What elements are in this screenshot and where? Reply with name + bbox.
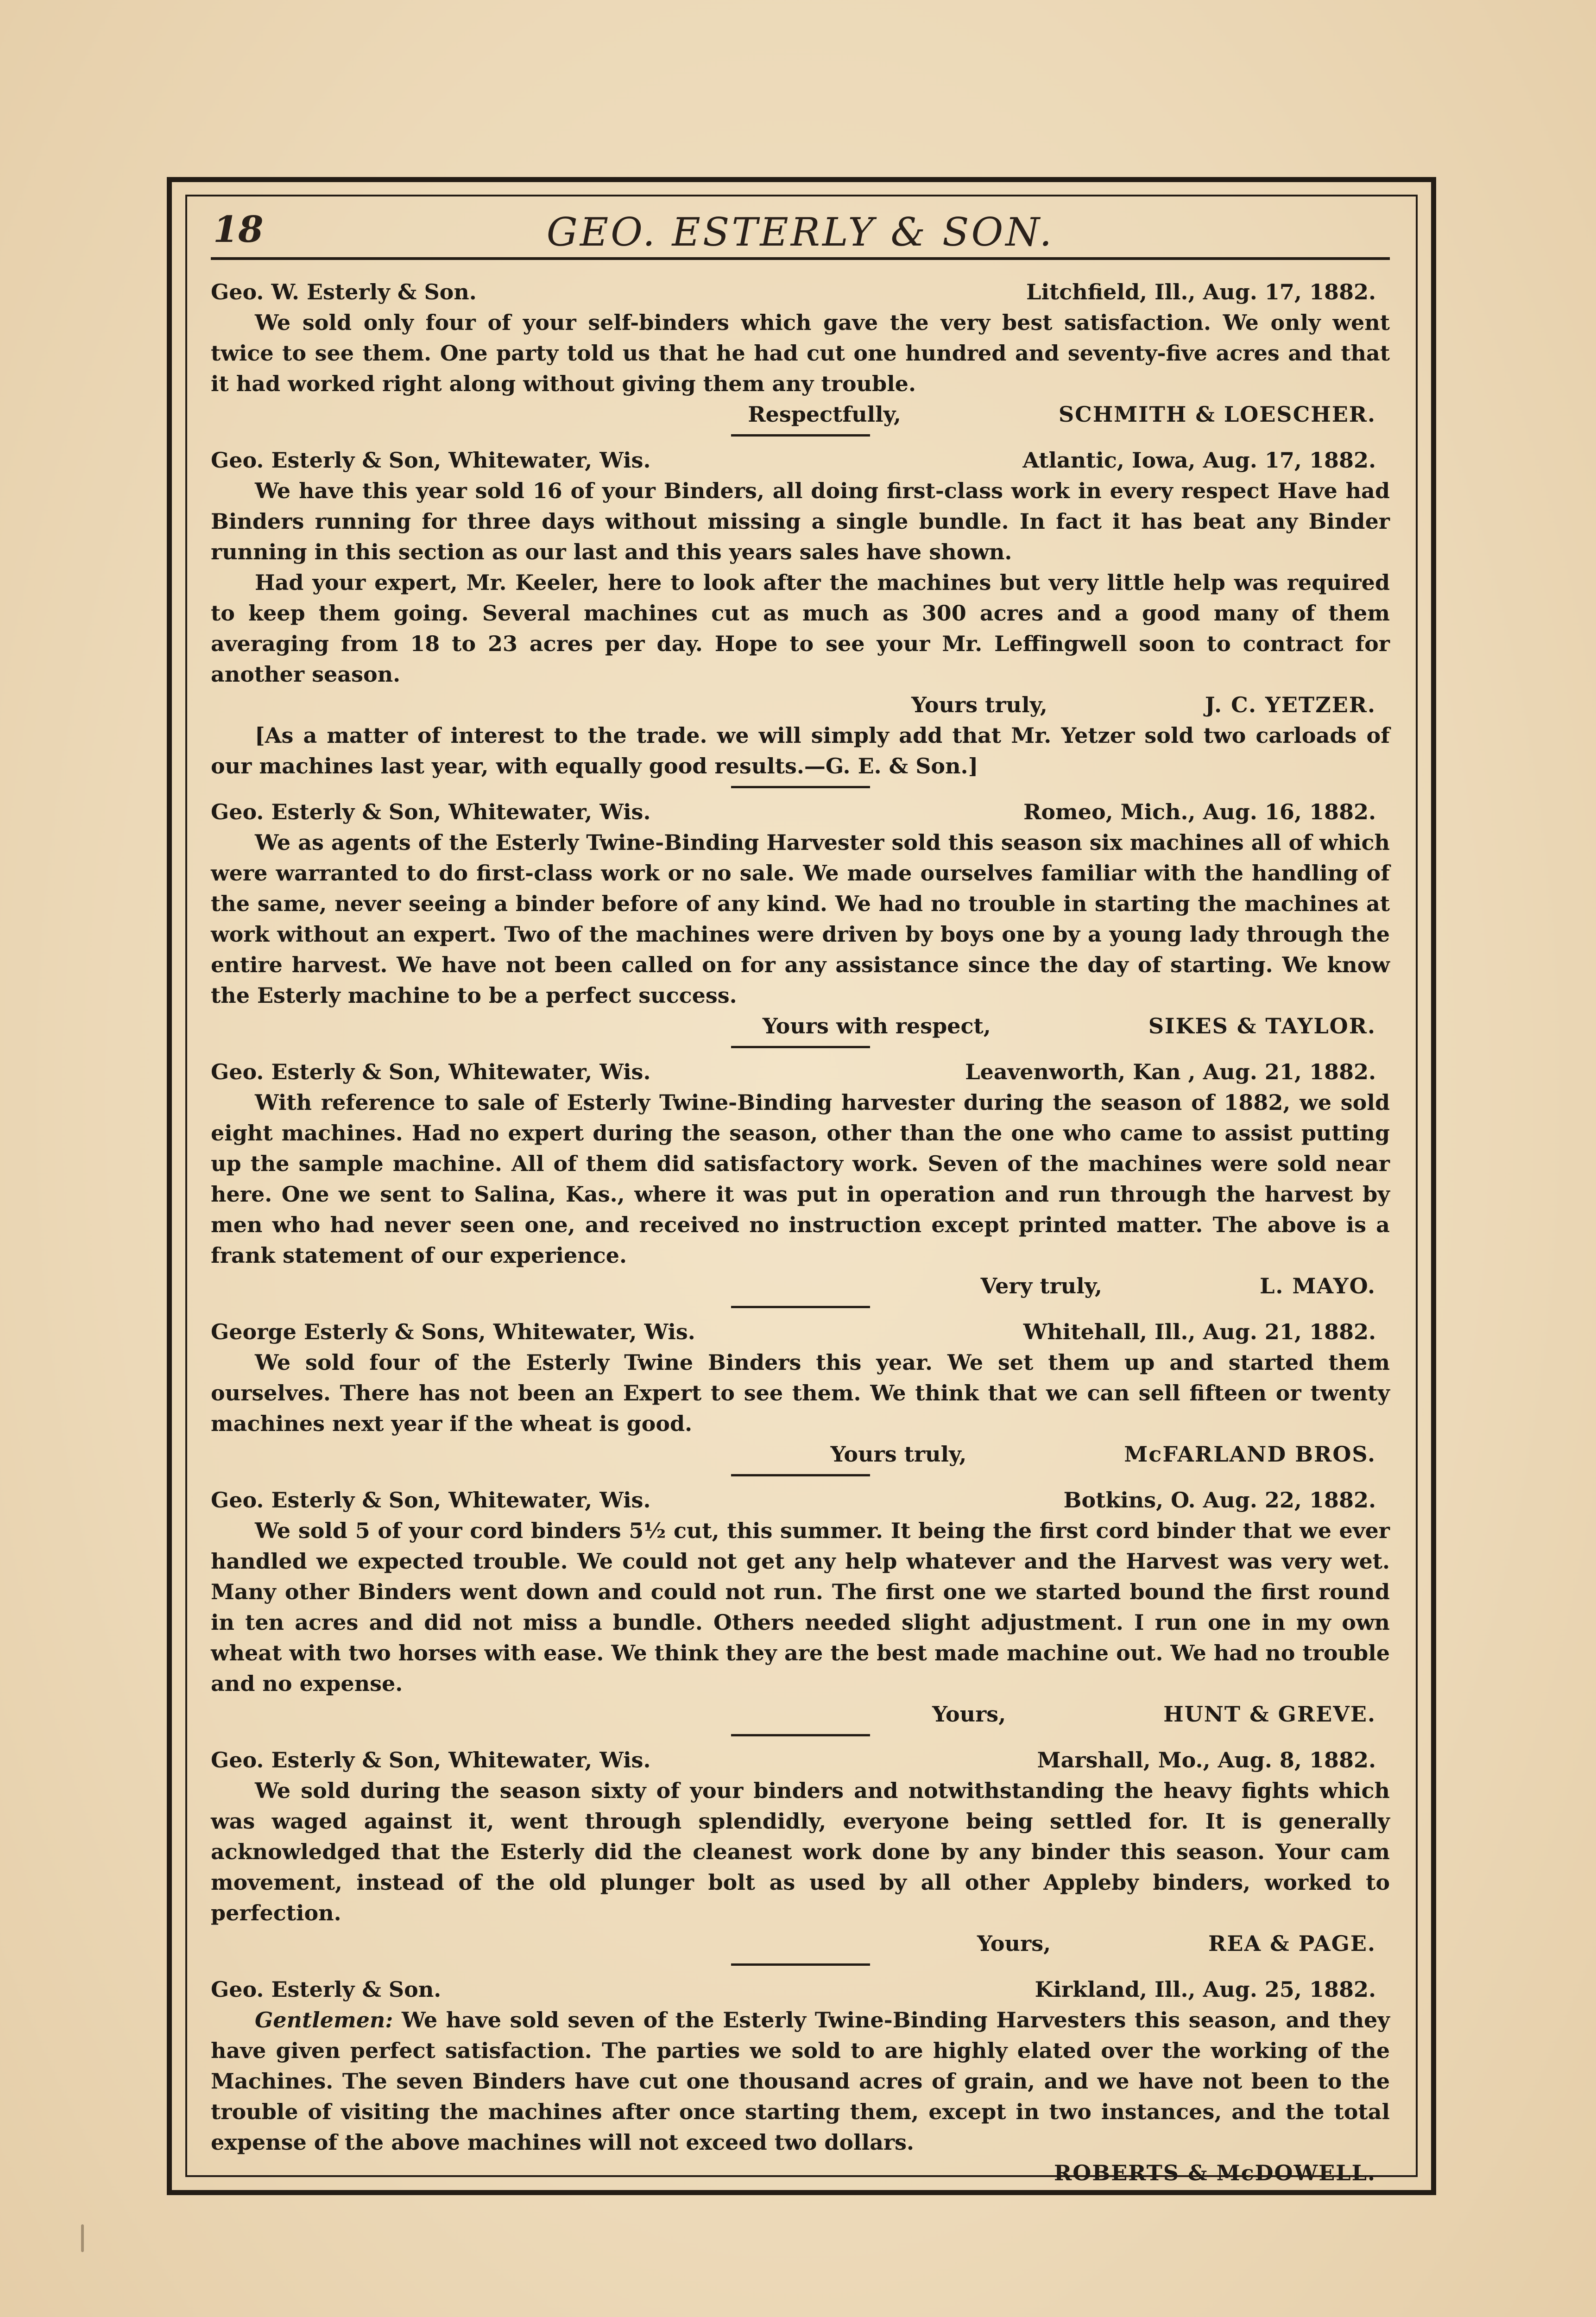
letter-header: [211, 1317, 1390, 1347]
letter-header: [211, 797, 1390, 827]
divider-rule: [731, 1474, 870, 1476]
sign-row: [211, 690, 1390, 720]
letter-rea-page: [211, 1745, 1390, 1959]
editorial-note: [As a matter of interest to the trade. we will simply add that Mr. Yetzer sold two carloads of our machines last year, with equally good results.—G. E. & Son.]: [211, 723, 1390, 779]
signature: J. C. YETZER.: [1205, 692, 1376, 717]
divider-rule: [731, 1963, 870, 1966]
page-header: [211, 204, 1390, 260]
letter-sikes-taylor: [211, 797, 1390, 1041]
place-date: Kirkland, Ill., Aug. 25, 1882.: [1035, 1977, 1376, 2002]
sign-row: [211, 2158, 1390, 2188]
sign-row: [211, 1439, 1390, 1469]
letter-body: We sold during the season sixty of your binders and notwithstanding the heavy fights which was waged against it, went through splendidly, everyone being settled for. It is generally acknowledged that the Esterly did the cleanest work done by any binder this season. Your cam movement, instead of the old plunger bolt as used by all other Appleby binders, worked to perfection.: [211, 1778, 1390, 1925]
letter-body-text: We have sold seven of the Esterly Twine-Binding Harvesters this season, and they have given perfect satisfaction. The parties we sold to are highly elated over the working of the Machines. The seven Binders have cut one thousand acres of grain, and we have not been to the trouble of visiting the machines after once starting them, except in two instances, and the total expense of the above machines will not exceed two dollars.: [211, 2007, 1390, 2155]
letter-header: [211, 1745, 1390, 1775]
letter-header: [211, 1057, 1390, 1087]
sign-row: [211, 1271, 1390, 1301]
letter-body: We sold only four of your self-binders which gave the very best satisfaction. We only went twice to see them. One party told us that he had cut one hundred and seventy-five acres and that it had worked right along without giving them any trouble.: [211, 310, 1390, 396]
letter-mcfarland: [211, 1317, 1390, 1469]
recipient: Geo. Esterly & Son, Whitewater, Wis.: [211, 448, 651, 473]
signature: REA & PAGE.: [1208, 1931, 1376, 1956]
divider-rule: [731, 1306, 870, 1308]
sign-row: [211, 399, 1390, 430]
place-date: Atlantic, Iowa, Aug. 17, 1882.: [1022, 448, 1376, 473]
signature: SCHMITH & LOESCHER.: [1058, 402, 1376, 427]
page-content: [211, 204, 1390, 2188]
recipient: George Esterly & Sons, Whitewater, Wis.: [211, 1319, 695, 1344]
recipient: Geo. W. Esterly & Son.: [211, 279, 477, 304]
letter-header: [211, 1485, 1390, 1515]
letter-body: [211, 2005, 1390, 2158]
recipient: Geo. Esterly & Son.: [211, 1977, 442, 2002]
letter-body: We sold four of the Esterly Twine Binders this year. We set them up and started them ourselves. There has not been an Expert to see them. We think that we can sell fifteen or twenty machines next year if the wheat is good.: [211, 1350, 1390, 1436]
letter-hunt-greve: [211, 1485, 1390, 1729]
sign-row: [211, 1699, 1390, 1729]
letter-body: We have this year sold 16 of your Binders, all doing first-class work in every respect Have had Binders running for three days without missing a single bundle. In fact it has beat any Binder running in this section as our last and this years sales have shown.: [211, 478, 1390, 564]
place-date: Marshall, Mo., Aug. 8, 1882.: [1037, 1747, 1376, 1773]
letter-mayo: [211, 1057, 1390, 1301]
signature: L. MAYO.: [1260, 1273, 1376, 1298]
divider-rule: [731, 1734, 870, 1736]
letter-header: [211, 1974, 1390, 2005]
page-number: 18: [213, 209, 264, 251]
place-date: Litchfield, Ill., Aug. 17, 1882.: [1026, 279, 1376, 304]
closing: Respectfully,: [748, 402, 901, 427]
letter-body-continued: Had your expert, Mr. Keeler, here to look after the machines but very little help was required to keep them going. Several machines cut as much as 300 acres and a good many of them averaging from 18 to 23 acres per day. Hope to see your Mr. Leffingwell soon to contract for another season.: [211, 570, 1390, 687]
closing: Yours truly,: [830, 1442, 967, 1467]
closing: Yours truly,: [911, 692, 1047, 717]
letter-header: [211, 277, 1390, 307]
paper-speck: [81, 2224, 84, 2252]
divider-rule: [731, 1046, 870, 1048]
closing: Yours,: [932, 1702, 1006, 1727]
closing: Yours,: [977, 1931, 1051, 1956]
letter-yetzer: [211, 445, 1390, 781]
signature: McFARLAND BROS.: [1124, 1442, 1376, 1467]
signature: SIKES & TAYLOR.: [1148, 1013, 1376, 1038]
place-date: Romeo, Mich., Aug. 16, 1882.: [1023, 799, 1376, 824]
recipient: Geo. Esterly & Son, Whitewater, Wis.: [211, 1059, 651, 1084]
signature: HUNT & GREVE.: [1163, 1702, 1376, 1727]
signature: ROBERTS & McDOWELL.: [1054, 2160, 1376, 2185]
letter-schmith-loescher: [211, 277, 1390, 430]
letter-roberts-mcdowell: [211, 1974, 1390, 2188]
place-date: Botkins, O. Aug. 22, 1882.: [1063, 1488, 1376, 1513]
divider-rule: [731, 786, 870, 788]
running-title: GEO. ESTERLY & SON.: [546, 209, 1054, 255]
letter-header: [211, 445, 1390, 475]
place-date: Leavenworth, Kan , Aug. 21, 1882.: [965, 1059, 1376, 1084]
recipient: Geo. Esterly & Son, Whitewater, Wis.: [211, 799, 651, 824]
place-date: Whitehall, Ill., Aug. 21, 1882.: [1023, 1319, 1376, 1344]
divider-rule: [731, 434, 870, 437]
letter-body: With reference to sale of Esterly Twine-Binding harvester during the season of 1882, we sold eight machines. Had no expert during the season, other than the one who came to assist putting up the sample machine. All of them did satisfactory work. Seven of the machines were sold near here. One we sent to Salina, Kas., where it was put in operation and run through the harvest by men who had never seen one, and received no instruction except printed matter. The above is a frank statement of our experience.: [211, 1090, 1390, 1268]
salutation: Gentlemen:: [255, 2007, 393, 2032]
recipient: Geo. Esterly & Son, Whitewater, Wis.: [211, 1488, 651, 1513]
sign-row: [211, 1928, 1390, 1959]
letter-body: We as agents of the Esterly Twine-Binding Harvester sold this season six machines all of which were warranted to do first-class work or no sale. We made ourselves familiar with the handling of the same, never seeing a binder before of any kind. We had no trouble in starting the machines at work without an expert. Two of the machines were driven by boys one by a young lady through the entire harvest. We have not been called on for any assistance since the day of starting. We know the Esterly machine to be a perfect success.: [211, 830, 1390, 1008]
closing: Yours with respect,: [762, 1013, 991, 1038]
recipient: Geo. Esterly & Son, Whitewater, Wis.: [211, 1747, 651, 1773]
closing: Very truly,: [980, 1273, 1103, 1298]
sign-row: [211, 1011, 1390, 1041]
letter-body: We sold 5 of your cord binders 5½ cut, this summer. It being the first cord binder that we ever handled we expected trouble. We could not get any help whatever and the Harvest was very wet. Many other Binders went down and could not run. The first one we started bound the first round in ten acres and did not miss a bundle. Others needed slight adjustment. I run one in my own wheat with two horses with ease. We think they are the best made machine out. We had no trouble and no expense.: [211, 1518, 1390, 1696]
